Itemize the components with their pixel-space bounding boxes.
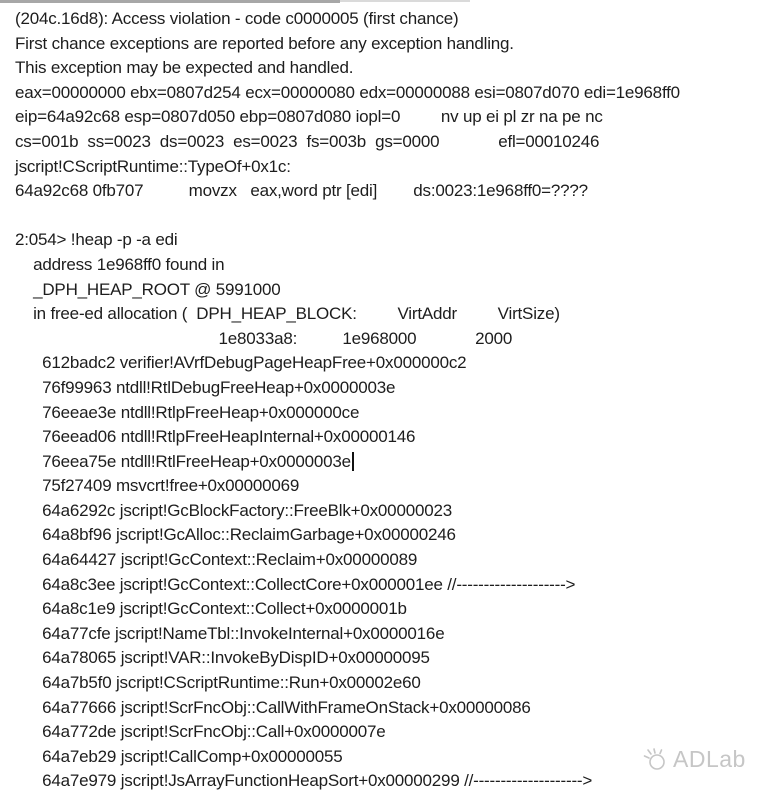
terminal-line: 76eead06 ntdll!RtlpFreeHeapInternal+0x00000146 [15, 427, 416, 447]
terminal-line: (204c.16d8): Access violation - code c0000005 (first chance) [15, 9, 459, 28]
terminal-line: This exception may be expected and handled. [15, 58, 354, 78]
adlab-watermark-label: ADLab [673, 746, 746, 772]
terminal-line: 64a7e979 jscript!JsArrayFunctionHeapSort+0x00000299 //--------------------> [15, 771, 593, 791]
terminal-line: 64a772de jscript!ScrFncObj::Call+0x0000007e [15, 722, 386, 742]
terminal-line: 76eeae3e ntdll!RtlpFreeHeap+0x000000ce [15, 402, 360, 422]
terminal-line: eax=00000000 ebx=0807d254 ecx=00000080 edx=00000088 esi=0807d070 edi=1e968ff0 [15, 82, 680, 102]
terminal-line: 64a64427 jscript!GcContext::Reclaim+0x00000089 [15, 550, 418, 570]
terminal-line: 1e8033a8: 1e968000 2000 [15, 328, 513, 348]
terminal-line: 64a8bf96 jscript!GcAlloc::ReclaimGarbage+0x00000246 [15, 525, 456, 545]
debugger-output[interactable] [15, 7, 765, 794]
terminal-line: 64a6292c jscript!GcBlockFactory::FreeBlk+0x00000023 [15, 500, 452, 520]
terminal-line: 75f27409 msvcrt!free+0x00000069 [15, 476, 300, 496]
terminal-line: 76eea75e ntdll!RtlFreeHeap+0x0000003e [15, 450, 765, 475]
terminal-line: cs=001b ss=0023 ds=0023 es=0023 fs=003b gs=0000 efl=00010246 [15, 131, 600, 151]
terminal-line: 76f99963 ntdll!RtlDebugFreeHeap+0x0000003e [15, 377, 396, 397]
terminal-line: 2:054> !heap -p -a edi [15, 230, 178, 250]
terminal-line: 612badc2 verifier!AVrfDebugPageHeapFree+0x000000c2 [15, 353, 467, 373]
terminal-line: 64a7b5f0 jscript!CScriptRuntime::Run+0x00002e60 [15, 673, 421, 693]
terminal-line: 64a78065 jscript!VAR::InvokeByDispID+0x00000095 [15, 648, 430, 668]
adlab-watermark [643, 746, 746, 773]
cropped-previous-line-artifact [0, 0, 340, 3]
terminal-line: 64a77cfe jscript!NameTbl::InvokeInternal+0x0000016e [15, 623, 445, 643]
terminal-line: _DPH_HEAP_ROOT @ 5991000 [15, 279, 281, 299]
terminal-line: jscript!CScriptRuntime::TypeOf+0x1c: [15, 156, 291, 176]
terminal-line: in free-ed allocation ( DPH_HEAP_BLOCK: VirtAddr VirtSize) [15, 304, 560, 324]
cropped-previous-line-artifact-faint [340, 0, 470, 2]
terminal-line [15, 204, 765, 229]
terminal-line: 64a8c1e9 jscript!GcContext::Collect+0x0000001b [15, 599, 407, 619]
terminal-line: 64a7eb29 jscript!CallComp+0x00000055 [15, 746, 343, 766]
terminal-line: 64a92c68 0fb707 movzx eax,word ptr [edi] ds:0023:1e968ff0=???? [15, 181, 588, 201]
adlab-sun-logo-icon [643, 747, 669, 773]
terminal-line: 64a77666 jscript!ScrFncObj::CallWithFrameOnStack+0x00000086 [15, 697, 531, 717]
terminal-line: 64a8c3ee jscript!GcContext::CollectCore+0x000001ee //--------------------> [15, 574, 576, 594]
terminal-line: address 1e968ff0 found in [15, 254, 225, 274]
terminal-line: First chance exceptions are reported before any exception handling. [15, 33, 514, 53]
text-caret [352, 452, 354, 471]
terminal-line: eip=64a92c68 esp=0807d050 ebp=0807d080 iopl=0 nv up ei pl zr na pe nc [15, 107, 603, 127]
